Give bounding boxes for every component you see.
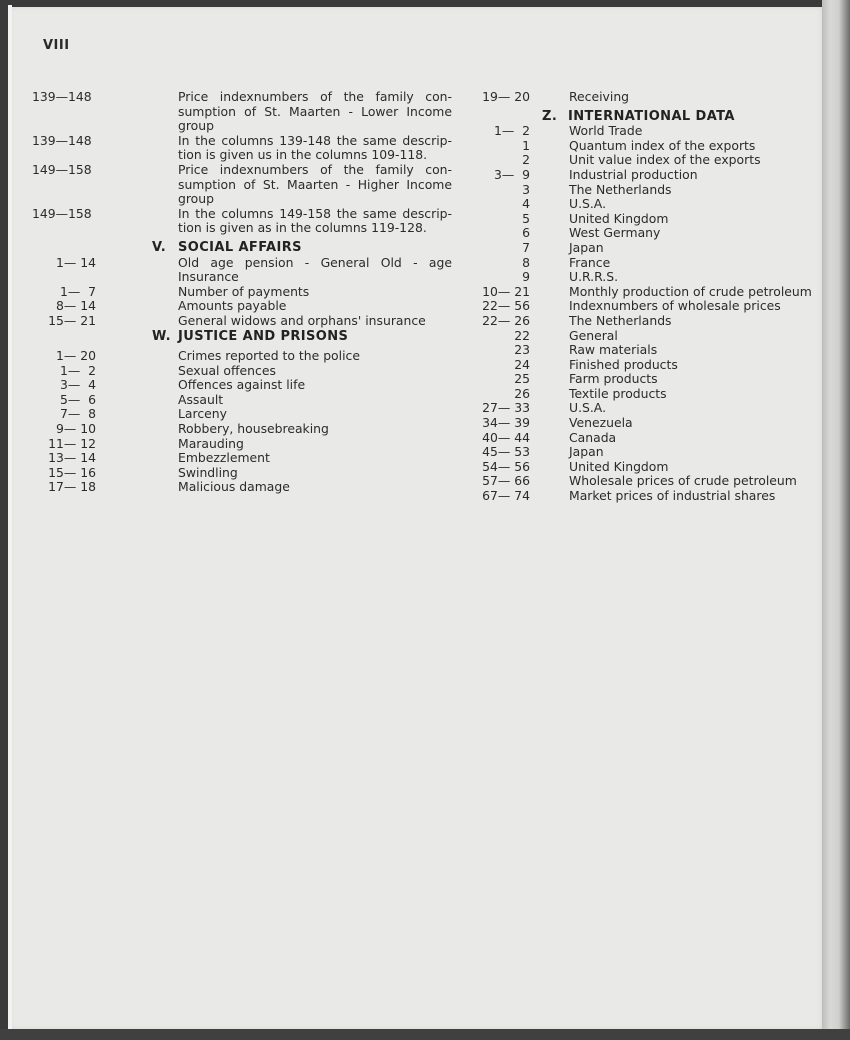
index-entry	[32, 90, 452, 134]
entry-description: United Kingdom	[569, 458, 669, 474]
column-range: 9— 10	[56, 421, 96, 437]
column-range: 149—158	[32, 205, 92, 221]
section-letter: V.	[152, 239, 167, 255]
entry-description: In the columns 139-148 the same descrip-tion is given us in the columns 109-118.	[178, 132, 452, 163]
entry-description: Wholesale prices of crude petroleum	[569, 473, 797, 489]
index-entry	[32, 480, 452, 495]
column-range: 3— 9	[493, 166, 530, 182]
index-entry	[32, 364, 452, 379]
entry-description: General widows and orphans' insurance	[178, 312, 426, 328]
section-title: SOCIAL AFFAIRS	[178, 239, 302, 255]
entry-description: Receiving	[569, 89, 630, 104]
entry-description: Textile products	[569, 385, 667, 401]
entry-description: Finished products	[569, 356, 678, 372]
index-entry	[470, 153, 815, 168]
index-entry	[470, 256, 815, 271]
section-title: INTERNATIONAL DATA	[568, 108, 735, 124]
index-entry	[470, 270, 815, 285]
entry-description: Raw materials	[569, 342, 658, 358]
column-range: 11— 12	[48, 435, 96, 451]
index-entry	[32, 349, 452, 364]
entry-description: Japan	[569, 444, 604, 460]
entry-description: Old age pension - General Old - age Insurance	[178, 254, 452, 285]
column-range: 57— 66	[482, 473, 530, 489]
index-entry	[32, 422, 452, 437]
entry-description: The Netherlands	[569, 312, 672, 328]
column-range: 22— 56	[482, 298, 530, 314]
index-entry	[32, 378, 452, 393]
index-entry	[470, 285, 815, 300]
index-entry	[470, 139, 815, 154]
index-entry	[32, 256, 452, 285]
column-range: 7	[522, 239, 530, 255]
column-range: 139—148	[32, 132, 92, 148]
column-range: 10— 21	[482, 283, 530, 299]
section-heading-social-affairs	[152, 236, 452, 256]
column-range: 34— 39	[482, 415, 530, 431]
index-entry	[470, 329, 815, 344]
index-entry	[32, 314, 452, 329]
column-range: 1— 14	[56, 254, 96, 270]
column-range: 1— 2	[59, 362, 96, 378]
index-entry	[32, 451, 452, 466]
entry-description: Price indexnumbers of the family con-sumption of St. Maarten - Lower Income group	[178, 89, 452, 134]
index-entry	[470, 474, 815, 489]
entry-description: Price indexnumbers of the family con-sumption of St. Maarten - Higher Income group	[178, 161, 452, 207]
column-range: 1— 20	[56, 348, 96, 364]
index-entry	[470, 212, 815, 227]
entry-description: World Trade	[569, 123, 643, 139]
index-entry	[32, 407, 452, 422]
index-entry	[32, 393, 452, 408]
entry-description: Marauding	[178, 435, 244, 451]
index-entry	[470, 124, 815, 139]
entry-description: The Netherlands	[569, 181, 672, 197]
section-title: JUSTICE AND PRISONS	[178, 328, 349, 344]
entry-description: Monthly production of crude petroleum	[569, 283, 812, 299]
entry-description: United Kingdom	[569, 210, 669, 226]
index-entry	[32, 437, 452, 452]
entry-description: Japan	[569, 239, 604, 255]
index-entry	[470, 90, 815, 105]
index-entry	[470, 489, 815, 504]
column-range: 5	[522, 210, 530, 226]
left-column	[32, 90, 452, 495]
entry-description: France	[569, 254, 611, 270]
column-range: 6	[522, 225, 530, 241]
section-heading-international-data	[542, 105, 815, 125]
column-range: 3	[522, 181, 530, 197]
index-entry	[470, 299, 815, 314]
index-entry	[470, 358, 815, 373]
page-edge	[8, 5, 12, 1029]
column-range: 1— 2	[493, 123, 530, 139]
index-entry	[32, 466, 452, 481]
index-entry	[470, 343, 815, 358]
column-range: 15— 16	[48, 464, 96, 480]
column-range: 23	[514, 342, 530, 358]
index-entry	[470, 401, 815, 416]
entry-description: Canada	[569, 429, 617, 445]
column-range: 17— 18	[48, 479, 96, 495]
column-range: 9	[522, 269, 530, 285]
entry-description: Assault	[178, 391, 224, 407]
column-range: 8— 14	[56, 298, 96, 314]
entry-description: Sexual offences	[178, 362, 276, 378]
section-heading-justice-and-prisons	[152, 329, 452, 350]
entry-description: Amounts payable	[178, 298, 287, 314]
entry-description: Farm products	[569, 371, 658, 387]
entry-description: In the columns 149-158 the same descrip-tion is given as in the columns 119-128.	[178, 205, 452, 236]
index-entry	[470, 226, 815, 241]
index-entry	[470, 387, 815, 402]
column-range: 15— 21	[48, 312, 96, 328]
column-range: 2	[522, 152, 530, 168]
entry-description: Robbery, housebreaking	[178, 421, 329, 437]
entry-description: Number of payments	[178, 283, 310, 299]
index-entry	[470, 168, 815, 183]
column-range: 40— 44	[482, 429, 530, 445]
column-range: 149—158	[32, 161, 92, 177]
index-entry	[32, 285, 452, 300]
entry-description: West Germany	[569, 225, 661, 241]
index-entry	[32, 207, 452, 236]
index-entry	[470, 372, 815, 387]
column-range: 4	[522, 196, 530, 212]
section-letter: Z.	[542, 108, 558, 124]
column-range: 13— 14	[48, 450, 96, 466]
entry-description: Indexnumbers of wholesale prices	[569, 298, 781, 314]
column-range: 3— 4	[59, 377, 96, 393]
entry-description: U.R.R.S.	[569, 269, 619, 285]
index-entry	[470, 416, 815, 431]
index-entry	[470, 183, 815, 198]
right-column	[470, 90, 815, 504]
entry-description: Larceny	[178, 406, 227, 422]
column-range: 26	[514, 385, 530, 401]
column-range: 8	[522, 254, 530, 270]
column-range: 27— 33	[482, 400, 530, 416]
entry-description: U.S.A.	[569, 400, 607, 416]
section-letter: W.	[152, 328, 172, 344]
scan-border	[0, 1029, 850, 1040]
column-range: 22— 26	[482, 312, 530, 328]
entry-description: Quantum index of the exports	[569, 137, 756, 153]
entry-description: U.S.A.	[569, 196, 607, 212]
entry-description: Crimes reported to the police	[178, 348, 360, 364]
column-range: 19— 20	[482, 89, 530, 104]
page-number: VIII	[43, 38, 70, 53]
entry-description: Industrial production	[569, 166, 698, 182]
column-range: 24	[514, 356, 530, 372]
index-entry	[32, 134, 452, 163]
index-entry	[32, 299, 452, 314]
entry-description: Swindling	[178, 464, 238, 480]
entry-description: Venezuela	[569, 415, 633, 431]
index-entry	[470, 460, 815, 475]
column-range: 1	[522, 137, 530, 153]
column-range: 45— 53	[482, 444, 530, 460]
book-binding	[822, 0, 850, 1040]
index-entry	[470, 445, 815, 460]
column-range: 54— 56	[482, 458, 530, 474]
column-range: 139—148	[32, 89, 92, 104]
index-entry	[32, 163, 452, 207]
entry-description: Market prices of industrial shares	[569, 488, 776, 504]
column-range: 5— 6	[59, 391, 96, 407]
entry-description: Offences against life	[178, 377, 306, 393]
column-range: 7— 8	[59, 406, 96, 422]
index-entry	[470, 314, 815, 329]
entry-description: Malicious damage	[178, 479, 290, 495]
international-data-entries	[470, 124, 815, 503]
column-range: 67— 74	[482, 488, 530, 504]
index-entry	[470, 241, 815, 256]
index-entry	[470, 431, 815, 446]
column-range: 25	[514, 371, 530, 387]
column-range: 1— 7	[59, 283, 96, 299]
entry-description: General	[569, 327, 618, 343]
index-entry	[470, 197, 815, 212]
entry-description: Embezzlement	[178, 450, 270, 466]
entry-description: Unit value index of the exports	[569, 152, 761, 168]
column-range: 22	[514, 327, 530, 343]
